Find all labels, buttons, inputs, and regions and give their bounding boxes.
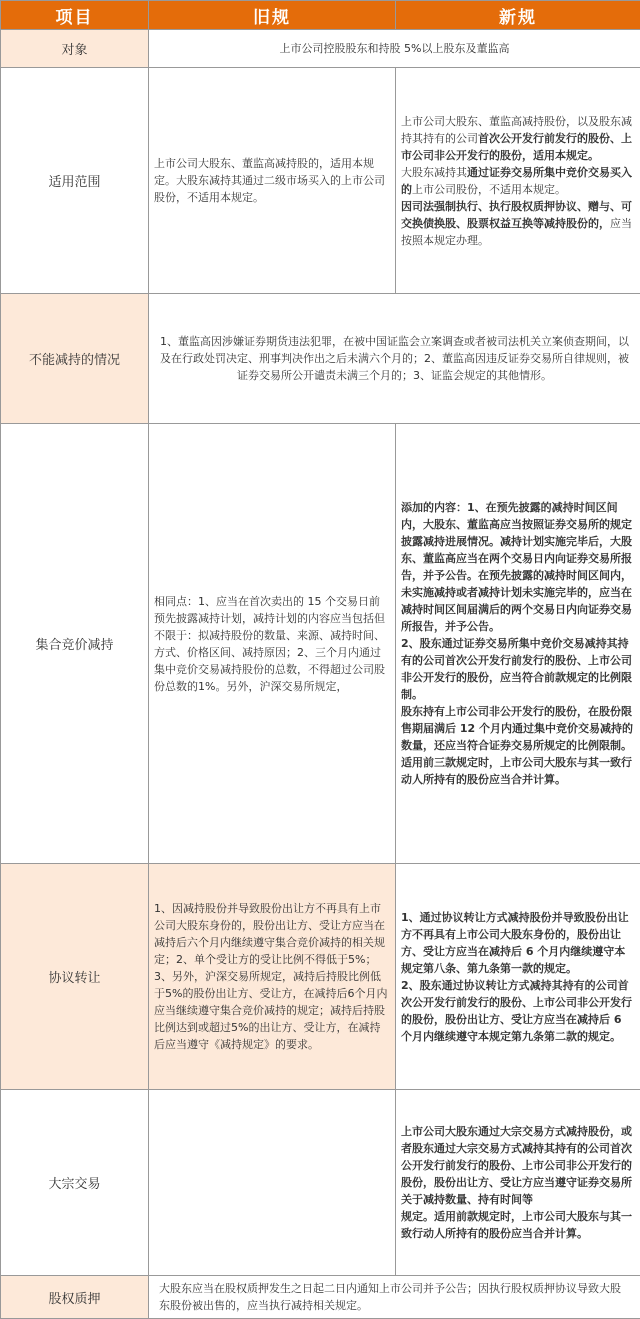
block-new-para-2: 规定。适用前款规定时，上市公司大股东与其一致行动人所持有的股份应当合并计算。 <box>401 1208 635 1242</box>
restrictions-content: 1、董监高因涉嫌证券期货违法犯罪，在被中国证监会立案调查或者被司法机关立案侦查期间，以及在行政处罚决定、刑事判决作出之后未满六个月的；2、董监高因违反证券交易所自律规则，被证券交易所公开谴责未满三个月的；3、证监会规定的其他情形。 <box>149 294 640 424</box>
row-restrictions <box>1 294 640 424</box>
scope-new-part-d: 通过证券交易所集中竞价交易买入的 <box>401 166 632 196</box>
header-row <box>1 1 640 30</box>
scope-new-part-b: 首次公开发行前发行的股份、上市公司非公开发行的股份，适用本规定。 <box>401 132 632 162</box>
row-label-subject: 对象 <box>1 30 149 68</box>
scope-new-part-g: 应当按照本规定办理。 <box>401 217 632 247</box>
scope-old: 上市公司大股东、董监高减持股的，适用本规定。大股东减持其通过二级市场买入的上市公司股份，不适用本规定。 <box>149 68 396 294</box>
scope-new <box>396 68 640 294</box>
row-subject <box>1 30 640 68</box>
agreement-old: 1、因减持股份并导致股份出让方不再具有上市公司大股东身份的，股份出让方、受让方应当在减持后六个月内继续遵守集合竞价减持的相关规定；2、单个受让方的受让比例不得低于5%；3、另外，沪深交易所规定，减持后持股比例低于5%的股份出让方、受让方，在减持后6个月内应当继续遵守集合竞价减持的规定；减持后持股比例达到或超过5%的出让方、受让方，在减持后应当遵守《减持规定》的要求。 <box>149 864 396 1090</box>
header-old-rules: 旧规 <box>149 1 396 30</box>
row-auction <box>1 424 640 864</box>
agreement-new <box>396 864 640 1090</box>
scope-new-part-a: 上市公司大股东、董监高减持股份，以及股东减持其持有的公司 <box>401 115 632 145</box>
agreement-new-para-1: 1、通过协议转让方式减持股份并导致股份出让方不再具有上市公司大股东身份的，股份出让方、受让方应当在减持后 6 个月内继续遵守本规定第八条、第九条第一款的规定。 <box>401 909 635 977</box>
row-scope <box>1 68 640 294</box>
auction-old: 相同点：1、应当在首次卖出的 15 个交易日前预先披露减持计划，减持计划的内容应当包括但不限于：拟减持股份的数量、来源、减持时间、方式、价格区间、减持原因；2、三个月内通过集中竞价交易减持股份的总数，不得超过公司股份总数的1%。另外，沪深交易所规定， <box>149 424 396 864</box>
subject-content: 上市公司控股股东和持股 5%以上股东及董监高 <box>149 30 640 68</box>
block-old <box>149 1090 396 1276</box>
header-new-rules: 新规 <box>396 1 640 30</box>
auction-new <box>396 424 640 864</box>
auction-new-para-1: 添加的内容：1、在预先披露的减持时间区间内，大股东、董监高应当按照证券交易所的规定披露减持进展情况。减持计划实施完毕后，大股东、董监高应当在两个交易日内向证券交易所报告，并予公告。在预先披露的减持时间区间内，未实施减持或者减持计划未实施完毕的，应当在减持时间区间届满后的两个交易日内向证券交易所报告，并予公告。 <box>401 499 635 635</box>
row-label-block: 大宗交易 <box>1 1090 149 1276</box>
block-new-para-1: 上市公司大股东通过大宗交易方式减持股份，或者股东通过大宗交易方式减持其持有的公司首次公开发行前发行的股份、上市公司非公开发行的股份，股份出让方、受让方应当遵守证券交易所关于减持数量、持有时间等 <box>401 1123 635 1208</box>
scope-new-part-c: 大股东减持其 <box>401 166 467 179</box>
row-label-scope: 适用范围 <box>1 68 149 294</box>
row-pledge <box>1 1276 640 1319</box>
row-label-agreement: 协议转让 <box>1 864 149 1090</box>
pledge-content: 大股东应当在股权质押发生之日起二日内通知上市公司并予公告；因执行股权质押协议导致大股东股份被出售的，应当执行减持相关规定。 <box>149 1276 640 1319</box>
auction-new-para-3: 股东持有上市公司非公开发行的股份，在股份限售期届满后 12 个月内通过集中竞价交易减持的数量，还应当符合证券交易所规定的比例限制。 <box>401 703 635 754</box>
header-item: 项目 <box>1 1 149 30</box>
auction-new-para-4: 适用前三款规定时，上市公司大股东与其一致行动人所持有的股份应当合并计算。 <box>401 754 635 788</box>
row-label-auction: 集合竞价减持 <box>1 424 149 864</box>
scope-new-part-e: 上市公司股份，不适用本规定。 <box>412 183 566 196</box>
row-label-restrictions: 不能减持的情况 <box>1 294 149 424</box>
row-agreement <box>1 864 640 1090</box>
scope-new-part-f: 因司法强制执行、执行股权质押协议、赠与、可交换债换股、股票权益互换等减持股份的， <box>401 200 632 230</box>
row-label-pledge: 股权质押 <box>1 1276 149 1319</box>
auction-new-para-2: 2、股东通过证券交易所集中竞价交易减持其持有的公司首次公开发行前发行的股份、上市公司非公开发行的股份，应当符合前款规定的比例限制。 <box>401 635 635 703</box>
row-block <box>1 1090 640 1276</box>
block-new <box>396 1090 640 1276</box>
agreement-new-para-2: 2、股东通过协议转让方式减持其持有的公司首次公开发行前发行的股份、上市公司非公开发行的股份，股份出让方、受让方应当在减持后 6 个月内继续遵守本规定第九条第二款的规定。 <box>401 977 635 1045</box>
